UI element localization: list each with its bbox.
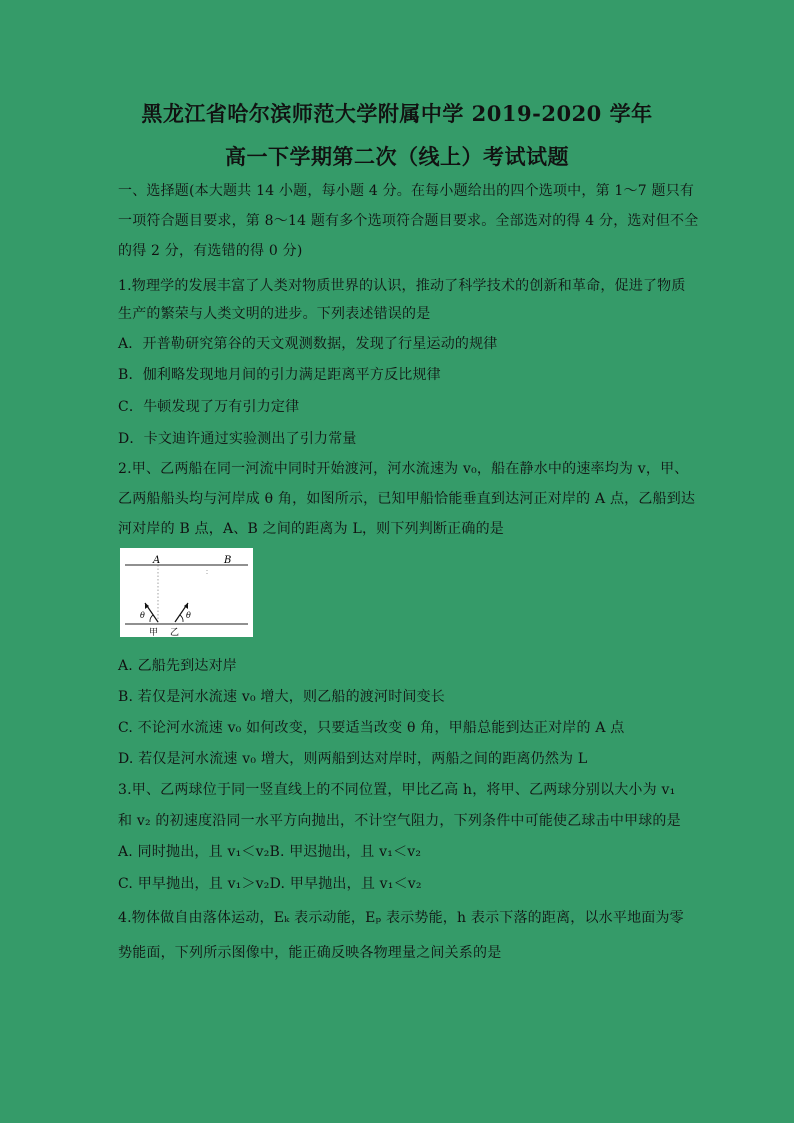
yi-angle-arc: [180, 615, 183, 622]
q1-option-c: C．牛顿发现了万有引力定律: [118, 399, 300, 415]
q3-options-ab: A. 同时抛出，且 v₁＜v₂B. 甲迟抛出，且 v₁＜v₂: [118, 844, 422, 860]
q3-stem-line: 和 v₂ 的初速度沿同一水平方向抛出，不计空气阻力，下列条件中可能使乙球击中甲球的是: [118, 813, 681, 829]
section-intro-line: 一项符合题目要求，第 8～14 题有多个选项符合题目要求。全部选对的得 4 分，选对但不全: [118, 213, 699, 229]
q1-stem-line: 生产的繁荣与人类文明的进步。下列表述错误的是: [118, 306, 431, 322]
label-theta-yi: θ: [186, 611, 191, 620]
q4-stem-line: 4.物体做自由落体运动，Eₖ 表示动能，Eₚ 表示势能，h 表示下落的距离，以水平地面为零: [118, 910, 684, 926]
q2-option-d: D. 若仅是河水流速 v₀ 增大，则两船到达对岸时，两船之间的距离仍然为 L: [118, 751, 588, 767]
jia-angle-arc: [150, 615, 153, 622]
q2-option-a: A. 乙船先到达对岸: [118, 658, 238, 674]
river-crossing-figure: [120, 548, 253, 637]
q2-stem-line: 2.甲、乙两船在同一河流中同时开始渡河，河水流速为 v₀，船在静水中的速率均为 v，甲、: [118, 461, 689, 477]
q3-options-cd: C. 甲早抛出，且 v₁＞v₂D. 甲早抛出，且 v₁＜v₂: [118, 876, 422, 892]
q1-option-d: D．卡文迪许通过实验测出了引力常量: [118, 431, 357, 447]
q1-stem-line: 1.物理学的发展丰富了人类对物质世界的认识，推动了科学技术的创新和革命，促进了物质: [118, 278, 686, 294]
river-crossing-diagram: [120, 548, 253, 637]
q1-option-a: A．开普勒研究第谷的天文观测数据，发现了行星运动的规律: [118, 336, 498, 352]
label-yi: 乙: [170, 628, 180, 637]
q2-option-c: C. 不论河水流速 v₀ 如何改变，只要适当改变 θ 角，甲船总能到达正对岸的 A 点: [118, 720, 625, 736]
q2-stem-line: 乙两船船头均与河岸成 θ 角，如图所示，已知甲船恰能垂直到达河正对岸的 A 点，乙船到达: [118, 491, 696, 507]
label-jia: 甲: [149, 628, 159, 637]
q4-stem-line: 势能面，下列所示图像中，能正确反映各物理量之间关系的是: [118, 945, 502, 961]
section-intro-line: 一、选择题(本大题共 14 小题，每小题 4 分。在每小题给出的四个选项中，第 1～7 题只有: [118, 183, 695, 199]
exam-title-line1: 黑龙江省哈尔滨师范大学附属中学 2019-2020 学年: [141, 101, 653, 126]
q3-stem-line: 3.甲、乙两球位于同一竖直线上的不同位置，甲比乙高 h，将甲、乙两球分别以大小为 v₁: [118, 782, 676, 798]
q1-option-b: B．伽利略发现地月间的引力满足距离平方反比规律: [118, 367, 441, 383]
exam-title-line2: 高一下学期第二次（线上）考试试题: [225, 144, 569, 169]
label-b: B: [224, 555, 232, 566]
q2-option-b: B. 若仅是河水流速 v₀ 增大，则乙船的渡河时间变长: [118, 689, 446, 705]
section-intro-line: 的得 2 分，有选错的得 0 分): [118, 243, 303, 259]
label-theta-jia: θ: [140, 611, 145, 620]
label-a: A: [153, 555, 161, 566]
q2-stem-line: 河对岸的 B 点，A、B 之间的距离为 L，则下列判断正确的是: [118, 521, 504, 537]
